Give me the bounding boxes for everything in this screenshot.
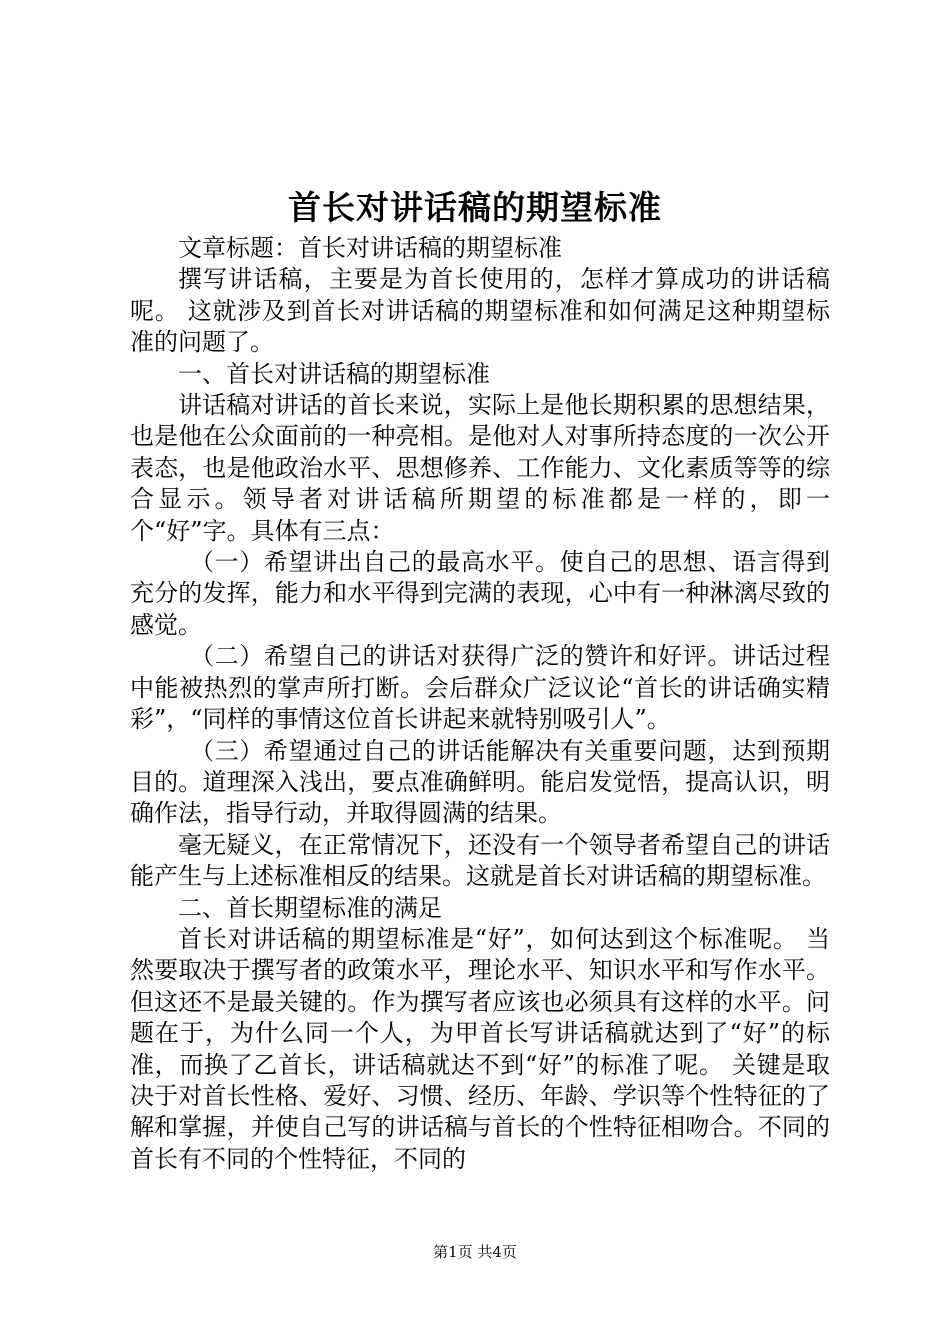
- intro-paragraph: 撰写讲话稿，主要是为首长使用的，怎样才算成功的讲话稿呢。 这就涉及到首长对讲话稿的期望标准和如何满足这种期望标准的问题了。: [130, 265, 830, 357]
- body-paragraph: 毫无疑义，在正常情况下，还没有一个领导者希望自己的讲话能产生与上述标准相反的结果。这就是首长对讲话稿的期望标准。: [130, 830, 830, 891]
- body-paragraph: 首长对讲话稿的期望标准是“好”，如何达到这个标准呢。 当然要取决于撰写者的政策水平，理论水平、知识水平和写作水平。但这还不是最关键的。作为撰写者应该也必须具有这样的水平。问题在于，为什么同一个人，为甲首长写讲话稿就达到了“好”的标准，而换了乙首长，讲话稿就达不到“好”的标准了呢。 关键是取决于对首长性格、爱好、习惯、经历、年龄、学识等个性特征的了解和掌握，并使自己写的讲话稿与首长的个性特征相吻合。不同的首长有不同的个性特征，不同的: [130, 924, 830, 1173]
- article-title-line: 文章标题：首长对讲话稿的期望标准: [178, 234, 562, 262]
- section-heading-1: 一、首长对讲话稿的期望标准: [178, 359, 490, 388]
- page-footer: 第1页 共4页: [433, 1243, 517, 1261]
- list-item-2: （二）希望自己的讲话对获得广泛的赞许和好评。讲话过程中能被热烈的掌声所打断。会后群众广泛议论“首长的讲话确实精彩”，“同样的事情这位首长讲起来就特别吸引人”。: [130, 642, 830, 734]
- list-item-1: （一）希望讲出自己的最高水平。使自己的思想、语言得到充分的发挥，能力和水平得到完满的表现，心中有一种淋漓尽致的感觉。: [130, 548, 830, 639]
- document-body: [130, 233, 830, 1175]
- body-paragraph: 讲话稿对讲话的首长来说，实际上是他长期积累的思想结果，也是他在公众面前的一种亮相。是他对人对事所持态度的一次公开表态，也是他政治水平、思想修养、工作能力、文化素质等等的综合显示。领导者对讲话稿所期望的标准都是一样的，即一个“好”字。具体有三点：: [130, 391, 830, 545]
- section-heading-2: 二、首长期望标准的满足: [178, 893, 442, 922]
- document-title: 首长对讲话稿的期望标准: [288, 188, 662, 227]
- list-item-3: （三）希望通过自己的讲话能解决有关重要问题，达到预期目的。道理深入浅出，要点准确鲜明。能启发觉悟，提高认识，明确作法，指导行动，并取得圆满的结果。: [130, 736, 830, 828]
